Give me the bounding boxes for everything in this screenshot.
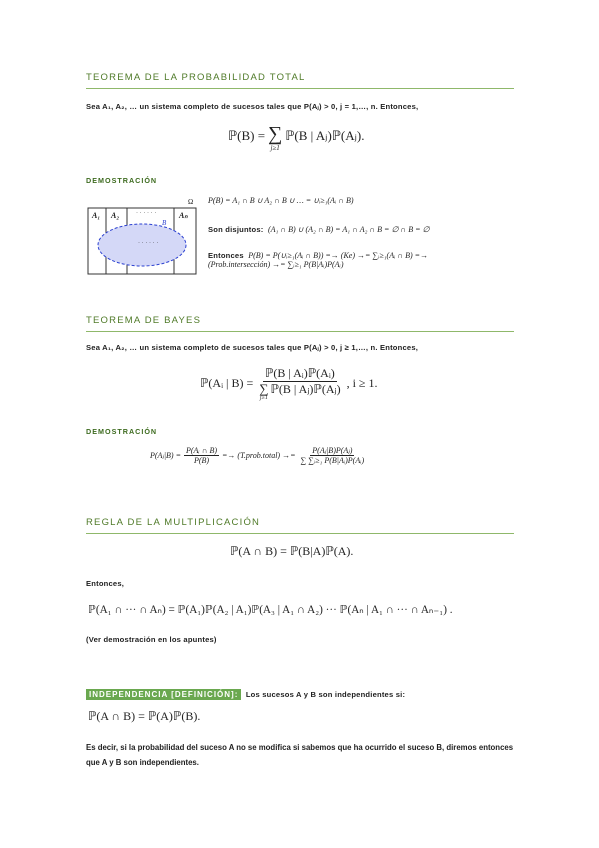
bayes-sum-subscript: j≥1 xyxy=(259,395,268,401)
proof-line-2 xyxy=(208,219,429,237)
multiplication-formula-2: ℙ(A₁ ∩ ··· ∩ Aₙ) = ℙ(A₁)ℙ(A₂ | A₁)ℙ(A₃ | A₁ ∩ A₂) ··· ℙ(Aₙ | A₁ ∩ ··· ∩ Aₙ₋₁) . xyxy=(88,604,453,616)
omega-label: Ω xyxy=(188,198,194,206)
total-prob-formula xyxy=(228,124,364,152)
bayes-condition: , i ≥ 1. xyxy=(346,376,378,390)
demo-label-total-prob: DEMOSTRACIÓN xyxy=(86,176,158,185)
sum-symbol: ∑ xyxy=(268,123,283,145)
bayes-lhs: ℙ(Aᵢ | B) = xyxy=(200,376,254,390)
independence-label: INDEPENDENCIA [DEFINICIÓN]: xyxy=(86,689,241,700)
bayes-denominator xyxy=(257,382,342,401)
section-title-multiplication: REGLA DE LA MULTIPLICACIÓN xyxy=(86,517,514,534)
bayes-proof-den-2: ∑ ∑ᵢ≥₁ P(B|Aᵢ)P(Aᵢ) xyxy=(300,456,365,465)
b-label: B xyxy=(162,219,167,227)
bayes-formula xyxy=(200,366,378,401)
dots-middle: · · · · · · xyxy=(138,240,159,246)
bayes-proof-fraction-1 xyxy=(184,446,219,465)
bayes-intro: Sea A₁, A₂, … un sistema completo de sucesos tales que P(Aⱼ) > 0, j ≥ 1,…, n. Entonces, xyxy=(86,343,419,352)
bayes-sum-symbol: ∑ xyxy=(259,381,269,396)
demo-label-bayes: DEMOSTRACIÓN xyxy=(86,427,158,436)
bayes-proof-middle: =→ (T.prob.total) →= xyxy=(222,451,296,460)
proof-line-4: (Prob.intersección) →= ∑ᵢ≥₁ P(B|Aᵢ)P(Aᵢ) xyxy=(208,260,344,269)
bayes-proof-lhs: P(Aⱼ|B) = xyxy=(150,451,181,460)
sum-operator xyxy=(268,124,282,152)
independence-paragraph: Es decir, si la probabilidad del suceso A no se modifica si sabemos que ha ocurrido el suceso B, diremos entonces que A y B son independientes. xyxy=(86,743,514,767)
proof-line-3-math: P(B) = P(∪ᵢ≥₁(Aᵢ ∩ B)) =→ (Ke) →= ∑ᵢ≥₁(Aᵢ ∩ B) =→ xyxy=(248,251,429,260)
multiplication-entonces: Entonces, xyxy=(86,579,125,588)
bayes-proof-num-1: P(Aᵢ ∩ B) xyxy=(185,446,218,455)
independence-definition xyxy=(86,684,405,702)
multiplication-formula-1: ℙ(A ∩ B) = ℙ(B|A)ℙ(A). xyxy=(230,544,354,558)
bayes-proof-num-2: P(Aⱼ|B)P(Aⱼ) xyxy=(312,446,353,455)
an-label: Aₙ xyxy=(179,211,188,220)
bayes-den-term: ℙ(B | Aⱼ)ℙ(Aⱼ) xyxy=(270,382,341,396)
formula-lhs: ℙ(B) = xyxy=(228,128,266,143)
independence-formula: ℙ(A ∩ B) = ℙ(A)ℙ(B). xyxy=(88,709,201,723)
dots-top: · · · · · · xyxy=(136,210,157,216)
bayes-numerator: ℙ(B | Aᵢ)ℙ(Aᵢ) xyxy=(264,366,335,380)
a2-label: A₂ xyxy=(111,211,120,220)
bayes-fraction xyxy=(257,366,342,401)
bayes-sum xyxy=(259,382,268,401)
total-prob-intro: Sea A₁, A₂, … un sistema completo de sucesos tales que P(Aⱼ) > 0, j = 1,…, n. Entonces, xyxy=(86,102,419,111)
proof-line-2-label: Son disjuntos: xyxy=(208,225,264,234)
bayes-proof-fraction-2 xyxy=(298,446,366,465)
bayes-proof-den-1: P(B) xyxy=(193,456,210,465)
sum-subscript: j≥1 xyxy=(270,144,280,152)
section-title-bayes: TEOREMA DE BAYES xyxy=(86,315,514,332)
proof-line-1: P(B) = A₁ ∩ B ∪ A₂ ∩ B ∪ … = ∪ᵢ≥₁(Aᵢ ∩ B) xyxy=(208,196,354,205)
bayes-proof xyxy=(150,446,366,465)
a1-label: A₁ xyxy=(92,211,101,220)
proof-line-3-label: Entonces xyxy=(208,251,244,260)
proof-line-2-math: (A₁ ∩ B) ∪ (A₂ ∩ B) = A₁ ∩ A₂ ∩ B = ∅ ∩ B = ∅ xyxy=(267,225,430,234)
multiplication-note: (Ver demostración en los apuntes) xyxy=(86,635,217,644)
section-title-total-probability: TEOREMA DE LA PROBABILIDAD TOTAL xyxy=(86,72,514,89)
independence-text: Los sucesos A y B son independientes si: xyxy=(245,690,406,699)
partition-diagram xyxy=(86,198,200,278)
formula-rhs: ℙ(B | Aⱼ)ℙ(Aⱼ). xyxy=(285,128,365,143)
